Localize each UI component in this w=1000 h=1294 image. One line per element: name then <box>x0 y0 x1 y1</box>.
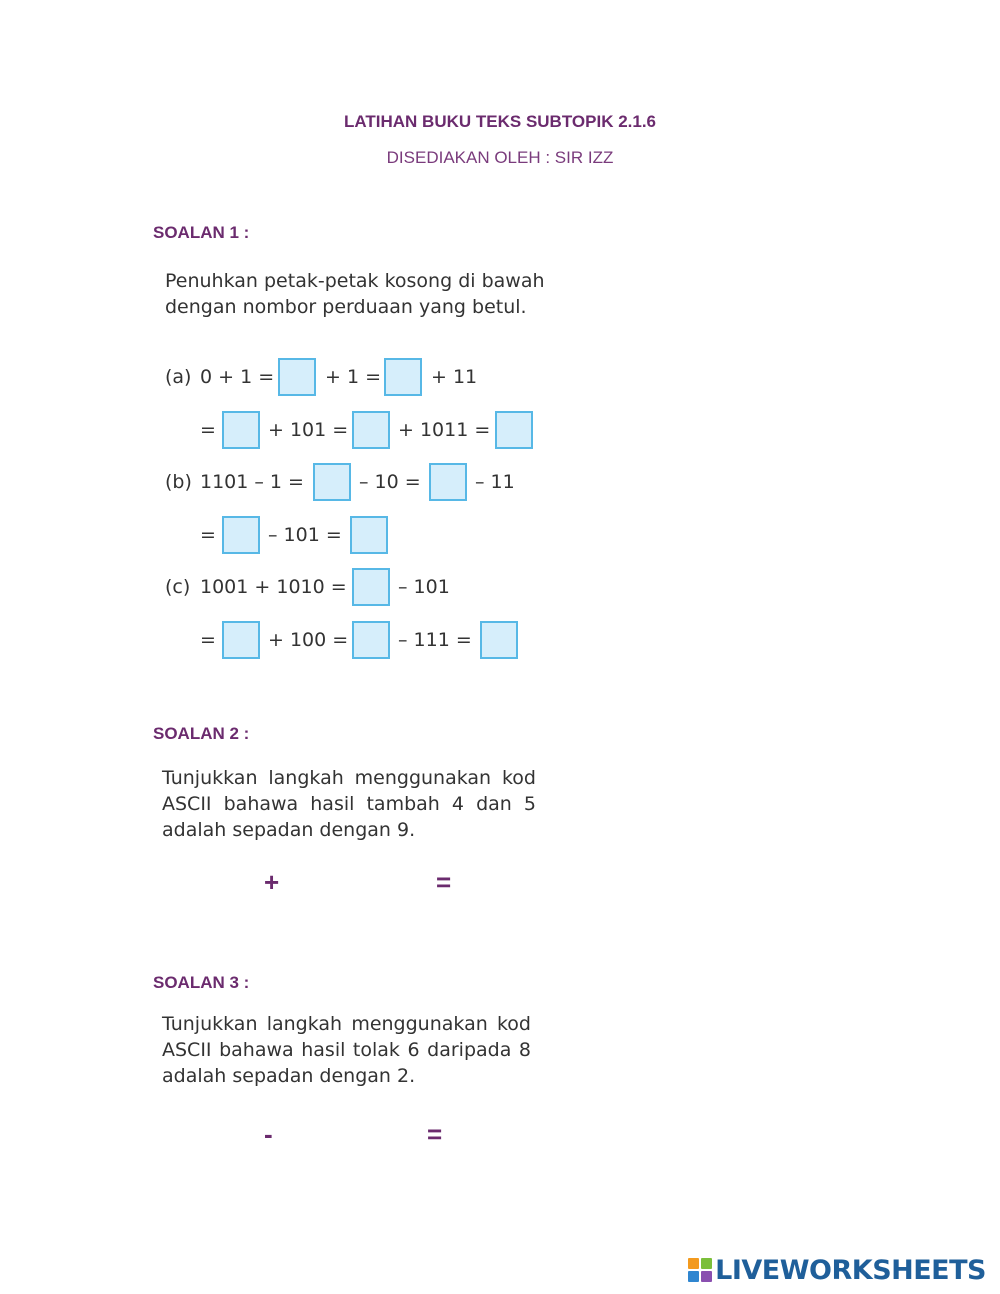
answer-box-a4[interactable] <box>352 411 390 449</box>
instruction-line: adalah sepadan dengan 9. <box>162 819 416 841</box>
soalan-2-instruction <box>162 765 536 843</box>
equals-operator: = <box>427 1119 443 1149</box>
answer-box-a2[interactable] <box>384 358 422 396</box>
answer-box-b3[interactable] <box>222 516 260 554</box>
equation-text: + 101 = <box>268 419 349 441</box>
equation-text: + 11 <box>431 366 478 388</box>
part-a-tag: (a) <box>165 366 192 388</box>
equation-text: + 1 = <box>325 366 382 388</box>
equation-text: – 101 = <box>268 524 342 546</box>
logo-text: LIVEWORKSHEETS <box>715 1254 986 1286</box>
minus-operator: - <box>264 1119 273 1149</box>
answer-box-a3[interactable] <box>222 411 260 449</box>
soalan-1-instruction <box>165 268 545 320</box>
answer-box-c3[interactable] <box>352 621 390 659</box>
soalan-3-label: SOALAN 3 : <box>153 973 250 992</box>
answer-box-b1[interactable] <box>313 463 351 501</box>
plus-operator: + <box>264 867 280 897</box>
instruction-line: dengan nombor perduaan yang betul. <box>165 296 527 318</box>
equation-text: – 111 = <box>398 629 472 651</box>
instruction-line: Tunjukkan langkah menggunakan kod <box>162 767 536 789</box>
instruction-line: adalah sepadan dengan 2. <box>162 1065 416 1087</box>
instruction-line: ASCII bahawa hasil tolak 6 daripada 8 <box>162 1039 531 1061</box>
answer-box-b2[interactable] <box>429 463 467 501</box>
soalan-3-instruction <box>162 1011 531 1089</box>
equation-text: 1101 – 1 = <box>200 471 304 493</box>
page-subtitle: DISEDIAKAN OLEH : SIR IZZ <box>386 148 614 167</box>
instruction-line: Penuhkan petak-petak kosong di bawah <box>165 270 545 292</box>
answer-box-c2[interactable] <box>222 621 260 659</box>
equation-text: 0 + 1 = <box>200 366 275 388</box>
equation-text: = <box>200 524 216 546</box>
answer-box-c1[interactable] <box>352 568 390 606</box>
equals-operator: = <box>436 867 452 897</box>
part-c-tag: (c) <box>165 576 191 598</box>
equation-text: = <box>200 629 216 651</box>
soalan-2-label: SOALAN 2 : <box>153 724 250 743</box>
soalan-1-label: SOALAN 1 : <box>153 223 250 242</box>
liveworksheets-logo-icon <box>688 1258 712 1282</box>
page-title: LATIHAN BUKU TEKS SUBTOPIK 2.1.6 <box>343 112 657 131</box>
equation-text: = <box>200 419 216 441</box>
answer-box-b4[interactable] <box>350 516 388 554</box>
equation-text: + 100 = <box>268 629 349 651</box>
equation-text: – 101 <box>398 576 450 598</box>
equation-text: 1001 + 1010 = <box>200 576 347 598</box>
instruction-line: ASCII bahawa hasil tambah 4 dan 5 <box>162 793 536 815</box>
equation-text: – 11 <box>475 471 515 493</box>
liveworksheets-logo[interactable] <box>688 1254 986 1286</box>
equation-text: – 10 = <box>359 471 421 493</box>
answer-box-c4[interactable] <box>480 621 518 659</box>
equation-text: + 1011 = <box>398 419 491 441</box>
answer-box-a5[interactable] <box>495 411 533 449</box>
instruction-line: Tunjukkan langkah menggunakan kod <box>162 1013 531 1035</box>
part-b-tag: (b) <box>165 471 192 493</box>
answer-box-a1[interactable] <box>278 358 316 396</box>
